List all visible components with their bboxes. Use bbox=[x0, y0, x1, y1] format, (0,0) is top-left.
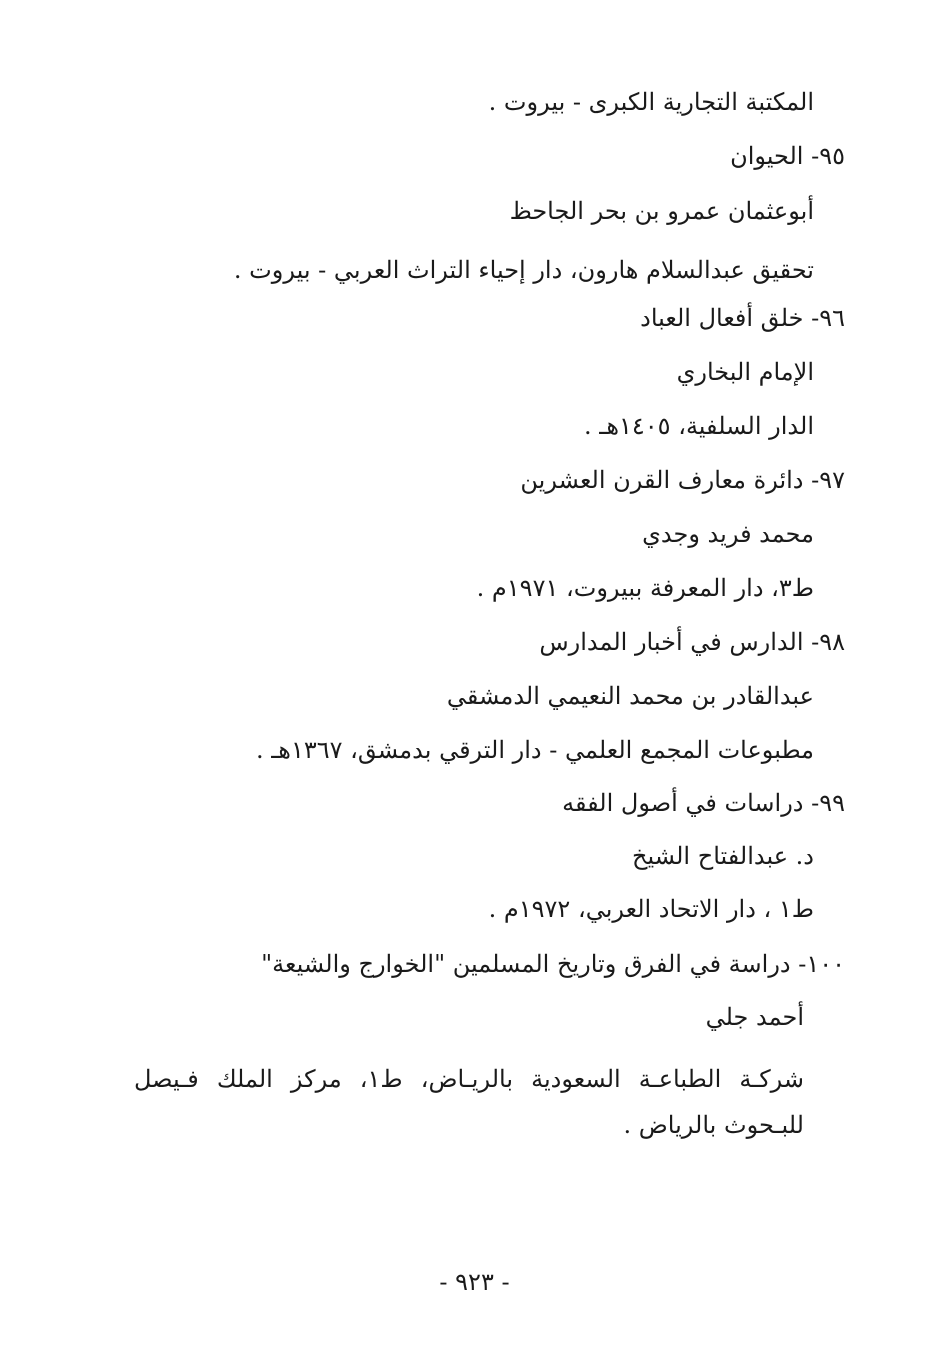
entry-99-author: د. عبدالفتاح الشيخ bbox=[631, 842, 814, 870]
entry-100-title: ١٠٠- دراسة في الفرق وتاريخ المسلمين "الخوارج والشيعة" bbox=[261, 950, 845, 978]
entry-97-publisher: ط٣، دار المعرفة ببيروت، ١٩٧١م . bbox=[476, 574, 814, 602]
entry-100-author: أحمد جلي bbox=[705, 1003, 804, 1031]
entry-97-title: ٩٧- دائرة معارف القرن العشرين bbox=[520, 466, 845, 494]
entry-97-author: محمد فريد وجدي bbox=[642, 520, 814, 548]
entry-98-publisher: مطبوعات المجمع العلمي - دار الترقي بدمشق، ١٣٦٧هـ . bbox=[255, 736, 814, 764]
entry-98-title: ٩٨- الدارس في أخبار المدارس bbox=[539, 628, 845, 656]
entry-99-title: ٩٩- دراسات في أصول الفقه bbox=[562, 789, 845, 817]
entry-95-author: أبوعثمان عمرو بن بحر الجاحظ bbox=[509, 197, 814, 225]
entry-96-author: الإمام البخاري bbox=[676, 358, 814, 386]
entry-94-publisher: المكتبة التجارية الكبرى - بيروت . bbox=[488, 88, 814, 116]
page-number: - ٩٢٣ - bbox=[439, 1268, 510, 1296]
entry-99-publisher: ط١ ، دار الاتحاد العربي، ١٩٧٢م . bbox=[488, 895, 814, 923]
entry-95-publisher: تحقيق عبدالسلام هارون، دار إحياء التراث العربي - بيروت . bbox=[233, 256, 814, 284]
entry-100-publisher: شركـة الطباعـة السعودية بالريـاض، ط١، مركز الملك فـيصل للبـحوث بالرياض . bbox=[134, 1065, 804, 1139]
entry-98-author: عبدالقادر بن محمد النعيمي الدمشقي bbox=[446, 682, 814, 710]
entry-95-title: ٩٥- الحيوان bbox=[730, 142, 845, 170]
entry-96-title: ٩٦- خلق أفعال العباد bbox=[640, 304, 845, 332]
entry-96-publisher: الدار السلفية، ١٤٠٥هـ . bbox=[584, 412, 814, 440]
